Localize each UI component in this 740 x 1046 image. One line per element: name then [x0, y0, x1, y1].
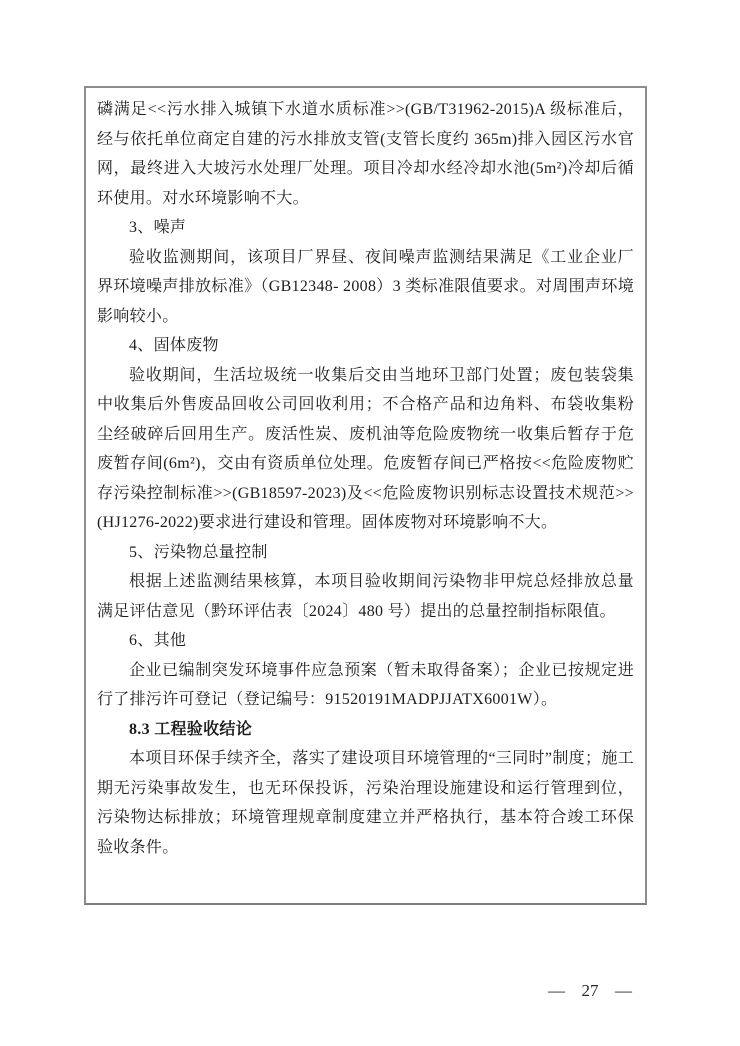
section-heading-total-pollutant-control: 5、污染物总量控制 [129, 543, 268, 561]
section-heading-noise: 3、噪声 [129, 219, 187, 236]
page-number-dash-right: — [615, 981, 632, 1000]
section-heading-solid-waste: 4、固体废物 [129, 337, 219, 354]
paragraph-noise: 验收监测期间，该项目厂界昼、夜间噪声监测结果满足《工业企业厂界环境噪声排放标准》（GB12348- 2008）3 类标准限值要求。对周围声环境影响较小。 [97, 248, 634, 325]
report-table-cell [84, 86, 647, 905]
section-heading-acceptance-conclusion: 8.3 工程验收结论 [129, 720, 253, 738]
paragraph-total-pollutant-control: 根据上述监测结果核算，本项目验收期间污染物非甲烷总烃排放总量满足评估意见（黔环评估表〔2024〕480 号）提出的总量控制指标限值。 [97, 573, 634, 620]
paragraph-solid-waste: 验收期间，生活垃圾统一收集后交由当地环卫部门处置；废包装袋集中收集后外售废品回收公司回收利用；不合格产品和边角料、布袋收集粉尘经破碎后回用生产。废活性炭、废机油等危险废物统一收集后暂存于危废暂存间(6m²)，交由有资质单位处理。危废暂存间已严格按<<危险废物贮存污染控制标准>>(GB18597-2023)及<<危险废物识别标志设置技术规范>>(HJ1276-2022)要求进行建设和管理。固体废物对环境影响不大。 [97, 366, 634, 531]
page-number [548, 981, 632, 1001]
section-heading-other: 6、其他 [129, 632, 187, 649]
paragraph-other: 企业已编制突发环境事件应急预案（暂未取得备案）；企业已按规定进行了排污许可登记（登记编号：91520191MADPJJATX6001W）。 [97, 661, 634, 708]
paragraph-wastewater-continuation: 磷满足<<污水排入城镇下水道水质标准>>(GB/T31962-2015)A 级标准后，经与依托单位商定自建的污水排放支管(支管长度约 365m)排入园区污水官网，最终进入大坡污水处理厂处理。项目冷却水经冷却水池(5m²)冷却后循环使用。对水环境影响不大。 [97, 101, 634, 207]
page-number-dash-left: — [548, 981, 565, 1000]
paragraph-acceptance-conclusion: 本项目环保手续齐全，落实了建设项目环境管理的“三同时”制度；施工期无污染事故发生，也无环保投诉，污染治理设施建设和运行管理到位，污染物达标排放；环境管理规章制度建立并严格执行，基本符合竣工环保验收条件。 [97, 750, 634, 856]
page-number-value: 27 [581, 981, 599, 1000]
